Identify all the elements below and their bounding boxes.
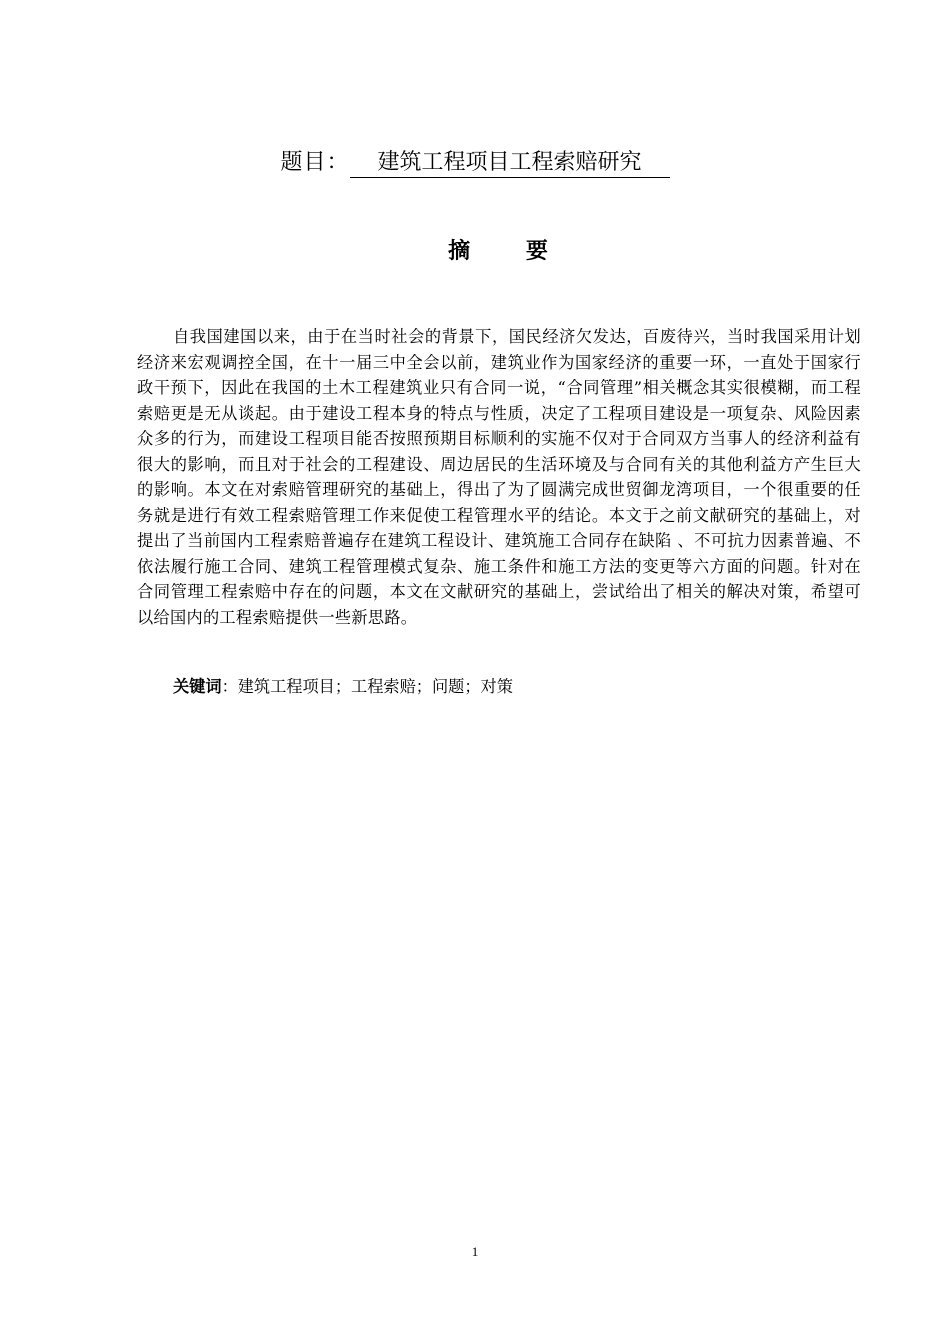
title-prefix: 题目： xyxy=(280,150,350,175)
paper-title: 建筑工程项目工程索赔研究 xyxy=(350,149,670,178)
keywords-line xyxy=(173,674,853,699)
abstract-heading: 摘 要 xyxy=(448,239,572,264)
keywords-label: 关键词 xyxy=(173,677,222,696)
title-line xyxy=(0,148,950,178)
page-number: 1 xyxy=(471,1244,479,1259)
abstract-body: 自我国建国以来，由于在当时社会的背景下，国民经济欠发达，百废待兴，当时我国采用计划经济来宏观调控全国，在十一届三中全会以前，建筑业作为国家经济的重要一环，一直处于国家行政干预下，因此在我国的土木工程建筑业只有合同一说，“合同管理”相关概念其实很模糊，而工程索赔更是无从谈起。由于建设工程本身的特点与性质，决定了工程项目建设是一项复杂、风险因素众多的行为，而建设工程项目能否按照预期目标顺利的实施不仅对于合同双方当事人的经济利益有很大的影响，而且对于社会的工程建设、周边居民的生活环境及与合同有关的其他利益方产生巨大的影响。本文在对索赔管理研究的基础上，得出了为了圆满完成世贸御龙湾项目，一个很重要的任务就是进行有效工程索赔管理工作来促使工程管理水平的结论。本文于之前文献研究的基础上，对提出了当前国内工程索赔普遍存在建筑工程设计、建筑施工合同存在缺陷 、不可抗力因素普遍、不依法履行施工合同、建筑工程管理模式复杂、施工条件和施工方法的变更等六方面的问题。针对在合同管理工程索赔中存在的问题，本文在文献研究的基础上，尝试给出了相关的解决对策，希望可以给国内的工程索赔提供一些新思路。 xyxy=(137,327,861,627)
keywords-text: ：建筑工程项目；工程索赔；问题；对策 xyxy=(221,677,513,696)
